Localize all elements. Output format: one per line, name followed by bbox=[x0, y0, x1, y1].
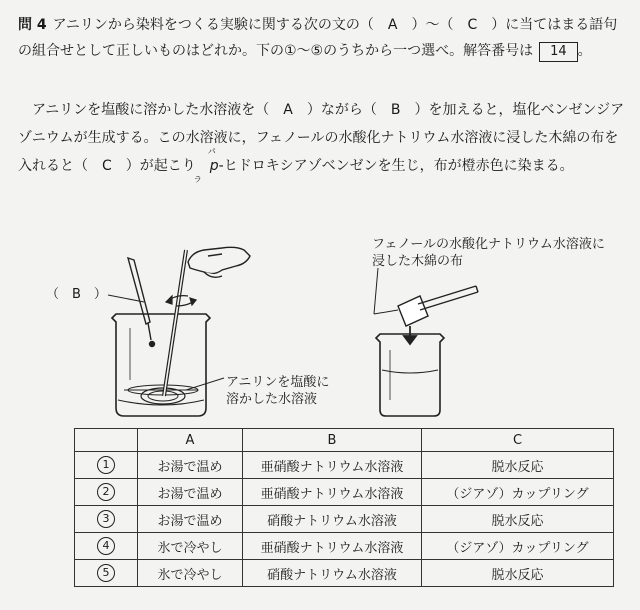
table-row[interactable] bbox=[75, 560, 614, 587]
stirring-rod bbox=[164, 250, 186, 396]
right-beaker bbox=[376, 334, 444, 416]
table-row[interactable] bbox=[75, 506, 614, 533]
cell-a: 氷で冷やし bbox=[138, 560, 243, 587]
question-number: 問 4 bbox=[18, 17, 47, 33]
paragraph-part1: アニリンを塩酸に溶かした水溶液を（ A ）ながら（ B ）を加えると，塩化ベンゼンジアゾニウムが生成する。この水溶液に，フェノールの水酸化ナトリウム水溶液に浸した木綿の布を入れると（ C ）が起こり bbox=[18, 102, 625, 174]
cell-b: 硝酸ナトリウム水溶液 bbox=[243, 560, 422, 587]
cell-c: 脱水反応 bbox=[422, 452, 614, 479]
cell-a: お湯で温め bbox=[138, 479, 243, 506]
option-number[interactable]: 1 bbox=[75, 452, 138, 479]
cell-c: 脱水反応 bbox=[422, 506, 614, 533]
table-row[interactable] bbox=[75, 533, 614, 560]
question-stem bbox=[18, 12, 628, 64]
label-cotton-cloth: フェノールの水酸化ナトリウム水溶液に 浸した木綿の布 bbox=[372, 237, 605, 269]
cell-a: 氷で冷やし bbox=[138, 533, 243, 560]
question-text: アニリンから染料をつくる実験に関する次の文の（ A ）〜（ C ）に当てはまる語句の組合せとして正しいものはどれか。下の①〜⑤のうちから一つ選べ。解答番号は bbox=[18, 17, 618, 59]
option-number[interactable]: 3 bbox=[75, 506, 138, 533]
table-row[interactable] bbox=[75, 479, 614, 506]
cell-a: お湯で温め bbox=[138, 506, 243, 533]
header-blank bbox=[75, 429, 138, 452]
rotation-arrow bbox=[166, 296, 196, 306]
experiment-paragraph bbox=[18, 96, 630, 184]
cell-c: （ジアゾ）カップリング bbox=[422, 479, 614, 506]
tweezers bbox=[418, 286, 478, 310]
hand-drawing bbox=[188, 247, 250, 277]
cotton-cloth bbox=[398, 296, 428, 326]
header-a: A bbox=[138, 429, 243, 452]
answer-table bbox=[74, 428, 614, 587]
option-number[interactable]: 2 bbox=[75, 479, 138, 506]
paragraph-part2: ‐ヒドロキシアゾベンゼンを生じ，布が橙赤色に染まる。 bbox=[218, 158, 574, 174]
header-b: B bbox=[243, 429, 422, 452]
cell-b: 硝酸ナトリウム水溶液 bbox=[243, 506, 422, 533]
table-header-row bbox=[75, 429, 614, 452]
cell-c: （ジアゾ）カップリング bbox=[422, 533, 614, 560]
answer-number-box[interactable]: 14 bbox=[539, 42, 578, 62]
table-row[interactable] bbox=[75, 452, 614, 479]
option-number[interactable]: 4 bbox=[75, 533, 138, 560]
option-number[interactable]: 5 bbox=[75, 560, 138, 587]
cell-a: お湯で温め bbox=[138, 452, 243, 479]
para-ruby: パラ bbox=[193, 147, 217, 184]
cell-b: 亜硝酸ナトリウム水溶液 bbox=[243, 452, 422, 479]
question-end: 。 bbox=[577, 43, 592, 59]
dropper bbox=[128, 258, 155, 347]
experiment-figure bbox=[0, 210, 640, 425]
label-b: （ B ） bbox=[46, 287, 107, 302]
label-aniline-solution: アニリンを塩酸に 溶かした水溶液 bbox=[226, 375, 330, 407]
header-c: C bbox=[422, 429, 614, 452]
down-arrow bbox=[404, 326, 416, 344]
cell-c: 脱水反応 bbox=[422, 560, 614, 587]
para-prefix: パラ p bbox=[196, 152, 219, 180]
cell-b: 亜硝酸ナトリウム水溶液 bbox=[243, 533, 422, 560]
cell-b: 亜硝酸ナトリウム水溶液 bbox=[243, 479, 422, 506]
left-beaker bbox=[112, 314, 210, 416]
